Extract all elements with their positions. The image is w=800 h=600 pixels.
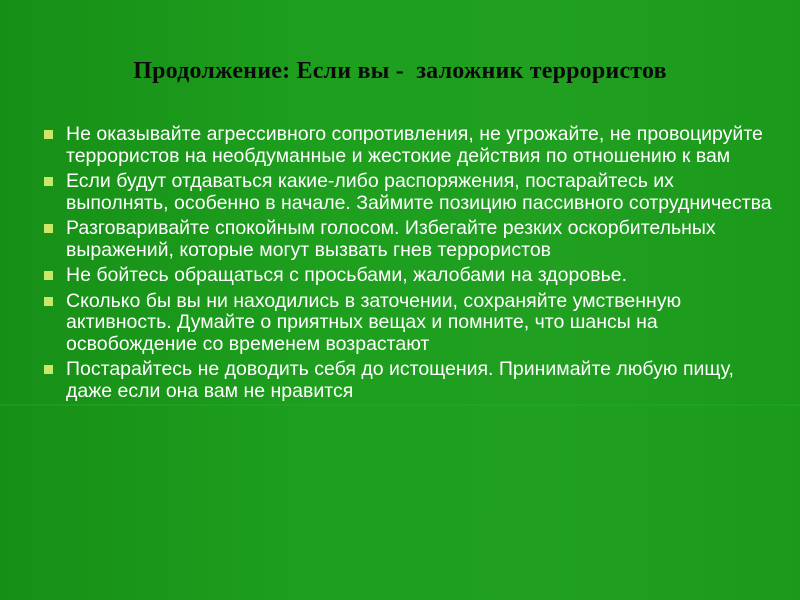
list-item [44, 359, 774, 402]
slide-title: Продолжение: Если вы - заложник террористов [133, 58, 667, 84]
square-bullet-icon [44, 224, 53, 233]
square-bullet-icon [44, 271, 53, 280]
list-item-text: Не оказывайте агрессивного сопротивления, не угрожайте, не провоцируйте террористов на необдуманные и жестокие действия по отношению к вам [66, 123, 763, 167]
square-bullet-icon [44, 130, 53, 139]
list-item [44, 124, 774, 167]
list-item-text: Постарайтесь не доводить себя до истощения. Принимайте любую пищу, даже если она вам не нравится [66, 358, 734, 402]
list-item [44, 171, 774, 214]
list-item-text: Не бойтесь обращаться с просьбами, жалобами на здоровье. [66, 264, 627, 286]
list-item [44, 265, 774, 287]
list-item [44, 218, 774, 261]
square-bullet-icon [44, 297, 53, 306]
list-item-text: Разговаривайте спокойным голосом. Избегайте резких оскорбительных выражений, которые могут вызвать гнев террористов [66, 217, 716, 261]
list-item-text: Сколько бы вы ни находились в заточении, сохраняйте умственную активность. Думайте о приятных вещах и помните, что шансы на освобождение со временем возрастают [66, 289, 682, 355]
bullet-list [44, 124, 774, 406]
square-bullet-icon [44, 365, 53, 374]
list-item [44, 291, 774, 356]
list-item-text: Если будут отдаваться какие-либо распоряжения, постарайтесь их выполнять, особенно в начале. Займите позицию пассивного сотрудничества [66, 170, 772, 214]
square-bullet-icon [44, 177, 53, 186]
